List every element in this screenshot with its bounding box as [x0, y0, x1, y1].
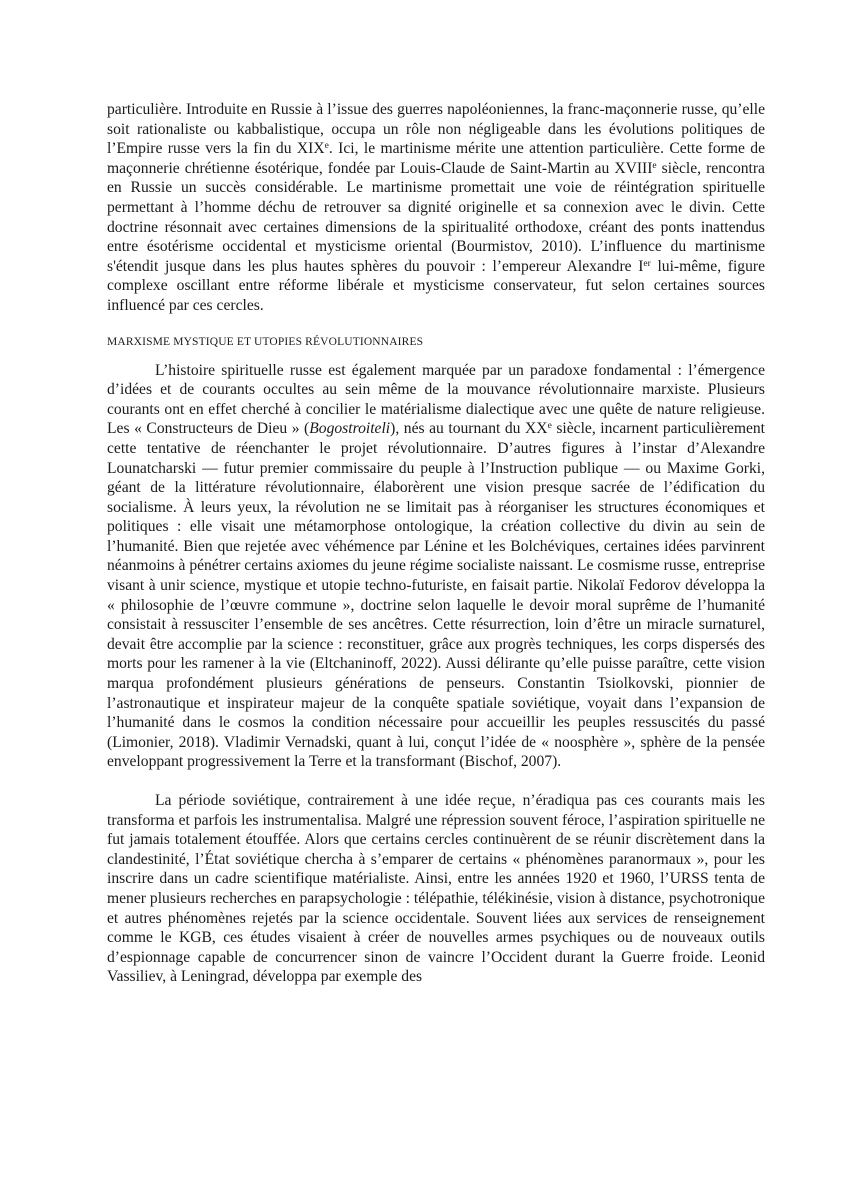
text-run: particulière. Introduite en Russie à l’issue des guerres napoléoniennes, la franc-maçonnerie russe, qu’elle soit rationaliste ou kabbalistique, occupa un rôle non négligeable dans les évolutions politiques de l’Empire russe vers la fin du XIX — [107, 101, 765, 158]
superscript: e — [324, 141, 329, 152]
superscript: e — [547, 421, 552, 432]
text-run: siècle, rencontra en Russie un succès considérable. Le martinisme promettait une voie de réintégration spirituelle permettant à l’homme déchu de retrouver sa dignité originelle et sa connexion avec le divin. Cette doctrine résonnait avec certaines dimensions de la spiritualité orthodoxe, créant des ponts inattendus entre ésotérisme occidental et mysticisme oriental (Bourmistov, 2010). L’influence du martinisme s'étendit jusque dans les plus hautes sphères du pouvoir : l’empereur Alexandre I — [107, 159, 765, 275]
text-run: . Ici, le martinisme mérite une attention particulière. Cette forme de maçonnerie chrétienne ésotérique, fondée par Louis-Claude de Saint-Martin au XVIII — [107, 140, 765, 177]
paragraph-gap — [107, 772, 765, 791]
text-run: ), nés au tournant du XX — [390, 420, 548, 438]
text-run: lui-même, figure complexe oscillant entre réforme libérale et mysticisme conservateur, fut selon certaines sources influencé par ces cercles. — [107, 257, 765, 314]
document-page — [107, 100, 765, 987]
paragraph-mystic-marxism — [107, 361, 765, 772]
paragraph-martinism — [107, 100, 765, 316]
italic-term: Bogostroiteli — [309, 420, 391, 438]
text-run: L’histoire spirituelle russe est également marquée par un paradoxe fondamental : l’émergence d’idées et de courants occultes au sein même de la mouvance révolutionnaire marxiste. Plusieurs courants ont en effet cherché à concilier le matérialisme dialectique avec une quête de nature religieuse. Les « Constructeurs de Dieu » ( — [107, 361, 765, 438]
text-run: siècle, incarnent particulièrement cette tentative de réenchanter le projet révolutionnaire. D’autres figures à l’instar d’Alexandre Lounatcharski — futur premier commissaire du peuple à l’Instruction publique — ou Maxime Gorki, géant de la littérature révolutionnaire, élaborèrent une vision presque sacrée de l’édification du socialisme. À leurs yeux, la révolution ne se limitait pas à réorganiser les structures économiques et politiques : elle visait une métamorphose ontologique, la création collective du divin au sein de l’humanité. Bien que rejetée avec véhémence par Lénine et les Bolchéviques, certaines idées parvinrent néanmoins à pénétrer certains axiomes du jeune régime socialiste naissant. Le cosmisme russe, entreprise visant à unir science, mystique et utopie techno-futuriste, en faisait partie. Nikolaï Fedorov développa la « philosophie de l’œuvre commune », doctrine selon laquelle le devoir moral suprême de l’humanité consistait à ressusciter l’ensemble de ses ancêtres. Cette résurrection, loin d’être un miracle surnaturel, devait être accomplie par la science : reconstituer, grâce aux progrès techniques, les corps dispersés des morts pour les ramener à la vie (Eltchaninoff, 2022). Aussi délirante qu’elle puisse paraître, cette vision marqua profondément plusieurs générations de penseurs. Constantin Tsiolkovski, pionnier de l’astronautique et inspirateur majeur de la conquête spatiale soviétique, voyait dans l’expansion de l’humanité dans le cosmos la condition nécessaire pour accueillir les peuples ressuscités du passé (Limonier, 2018). Vladimir Vernadski, quant à lui, conçut l’idée de « noosphère », sphère de la pensée enveloppant progressivement la Terre et la transformant (Bischof, 2007). — [107, 420, 766, 771]
superscript: e — [652, 160, 657, 171]
superscript: er — [643, 258, 651, 269]
section-heading: MARXISME MYSTIQUE ET UTOPIES RÉVOLUTIONNAIRES — [107, 335, 424, 348]
paragraph-soviet-period: La période soviétique, contrairement à une idée reçue, n’éradiqua pas ces courants mais les transforma et parfois les instrumentalisa. Malgré une répression souvent féroce, l’aspiration spirituelle ne fut jamais totalement étouffée. Alors que certains cercles continuèrent de se réunir discrètement dans la clandestinité, l’État soviétique chercha à s’emparer de certains « phénomènes paranormaux », pour les inscrire dans un cadre scientifique matérialiste. Ainsi, entre les années 1920 et 1960, l’URSS tenta de mener plusieurs recherches en parapsychologie : télépathie, télékinésie, vision à distance, psychotronique et autres phénomènes rejetés par la science occidentale. Souvent liées aux services de renseignement comme le KGB, ces études visaient à créer de nouvelles armes psychiques ou de nouveaux outils d’espionnage capable de concurrencer sinon de vaincre l’Occident durant la Guerre froide. Leonid Vassiliev, à Leningrad, développa par exemple des — [107, 792, 765, 986]
